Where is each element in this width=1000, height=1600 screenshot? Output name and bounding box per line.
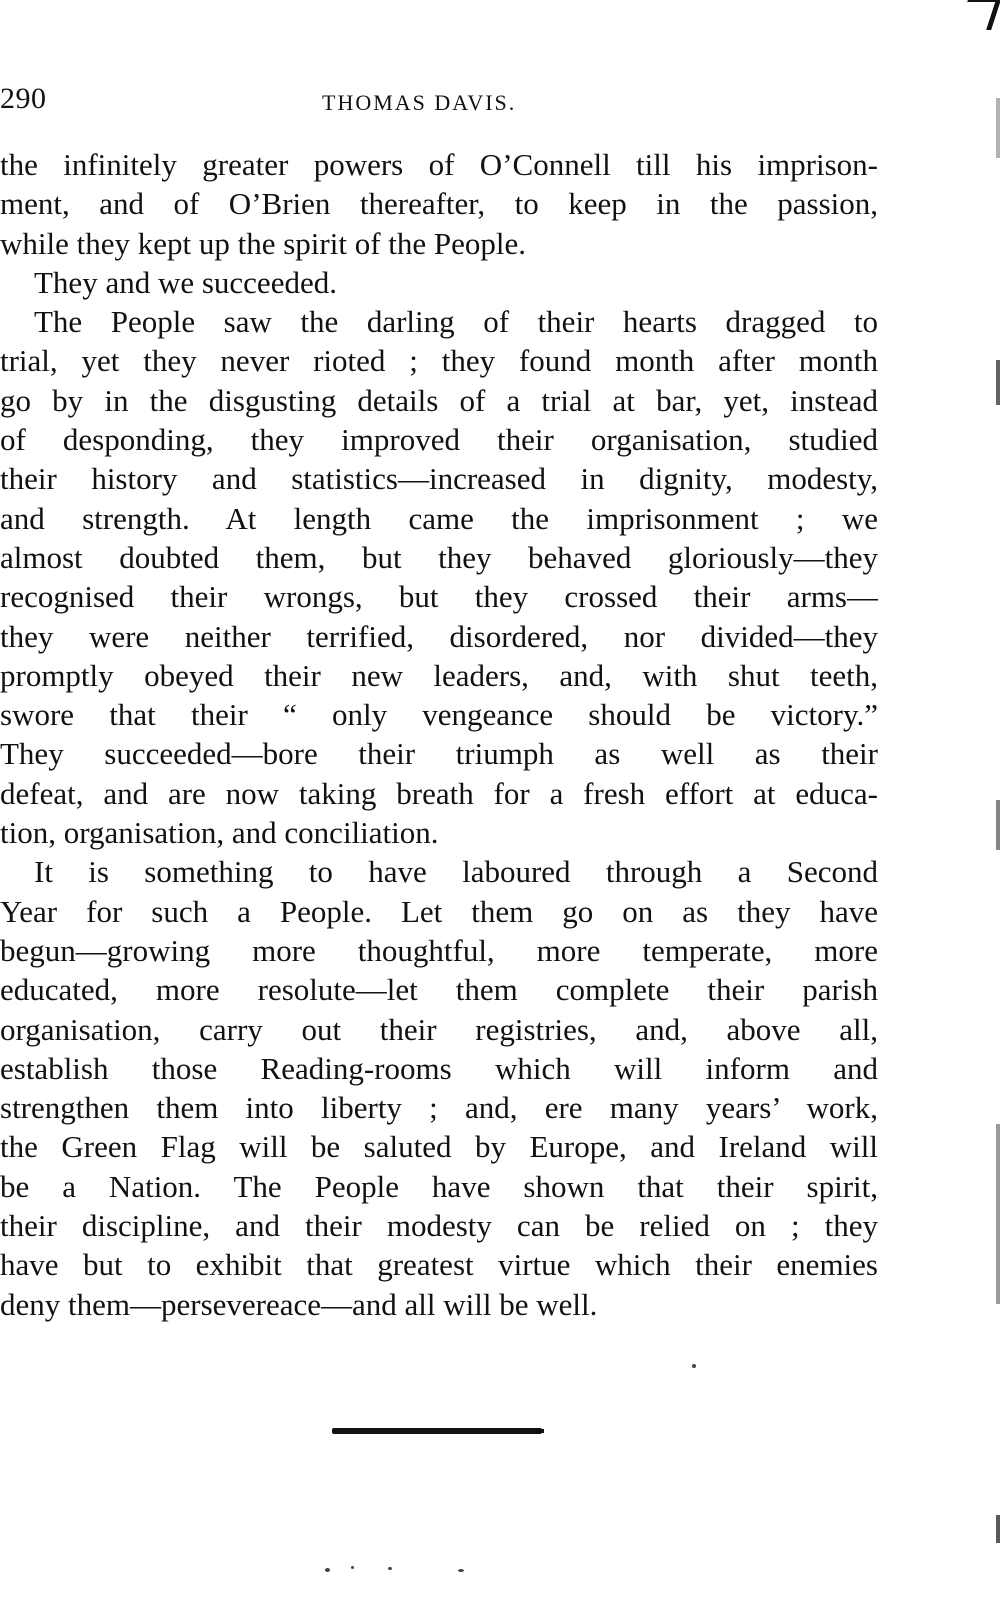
text-line: almost doubted them, but they behaved gloriously—they	[0, 539, 878, 575]
text-line: while they kept up the spirit of the People.	[0, 225, 527, 261]
text-line: It is something to have laboured through a Second	[34, 854, 878, 890]
scan-edge-mark	[996, 360, 1000, 405]
scan-edge-mark	[996, 1124, 1000, 1304]
text-line: The People saw the darling of their hearts dragged to	[34, 304, 878, 340]
text-line: and strength. At length came the imprisonment ; we	[0, 500, 878, 536]
text-line: recognised their wrongs, but they crossed their arms—	[0, 579, 878, 615]
text-line: have but to exhibit that greatest virtue which their enemies	[0, 1247, 878, 1283]
scan-edge-mark	[996, 1515, 1000, 1543]
text-line: their history and statistics—increased in dignity, modesty,	[0, 461, 878, 497]
scan-speck	[388, 1567, 392, 1570]
text-line: trial, yet they never rioted ; they found month after month	[0, 343, 878, 379]
text-line: go by in the disgusting details of a trial at bar, yet, instead	[0, 382, 878, 418]
ornamental-rule	[332, 1428, 542, 1434]
scan-speck	[325, 1568, 330, 1572]
text-line: strengthen them into liberty ; and, ere many years’ work,	[0, 1090, 878, 1126]
text-line: They succeeded—bore their triumph as well as their	[0, 736, 878, 772]
text-line: They and we succeeded.	[34, 264, 337, 300]
text-line: be a Nation. The People have shown that their spirit,	[0, 1168, 878, 1204]
scan-speck	[458, 1569, 464, 1572]
scan-speck	[351, 1566, 354, 1569]
text-line: ment, and of O’Brien thereafter, to keep in the passion,	[0, 186, 878, 222]
page-corner-mark	[958, 0, 1000, 30]
text-line: of desponding, they improved their organisation, studied	[0, 422, 878, 458]
text-line: promptly obeyed their new leaders, and, with shut teeth,	[0, 657, 878, 693]
text-line: tion, organisation, and conciliation.	[0, 815, 439, 851]
text-line: deny them—persevereace—and all will be well.	[0, 1286, 598, 1322]
scan-edge-mark	[996, 98, 1000, 158]
scan-speck	[692, 1364, 696, 1368]
text-line: Year for such a People. Let them go on as they have	[0, 893, 878, 929]
page-number: 290	[0, 82, 47, 115]
text-line: swore that their “ only vengeance should be victory.”	[0, 697, 878, 733]
text-line: their discipline, and their modesty can be relied on ; they	[0, 1208, 878, 1244]
text-line: organisation, carry out their registries, and, above all,	[0, 1011, 878, 1047]
body-text	[0, 145, 878, 1324]
page-header	[0, 82, 880, 122]
scan-edge-mark	[996, 800, 1000, 850]
text-line: begun—growing more thoughtful, more temperate, more	[0, 932, 878, 968]
text-line: the infinitely greater powers of O’Connell till his imprison-	[0, 147, 878, 182]
text-line: establish those Reading-rooms which will inform and	[0, 1050, 878, 1086]
text-line: educated, more resolute—let them complete their parish	[0, 972, 878, 1008]
text-line: defeat, and are now taking breath for a fresh effort at educa-	[0, 775, 878, 811]
text-line: they were neither terrified, disordered, nor divided—they	[0, 618, 878, 654]
text-line: the Green Flag will be saluted by Europe, and Ireland will	[0, 1129, 878, 1165]
running-title: THOMAS DAVIS.	[322, 90, 517, 115]
